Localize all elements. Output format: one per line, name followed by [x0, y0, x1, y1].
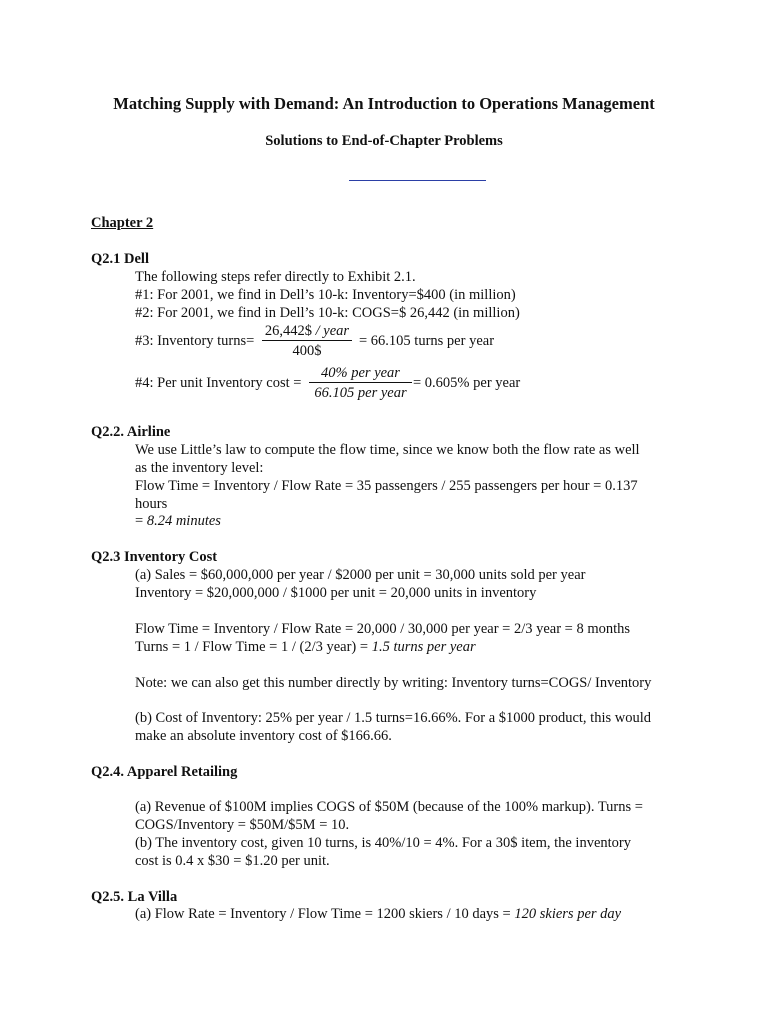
q21-step3-num-unit: / year — [315, 323, 350, 339]
q22-line5-prefix: = — [135, 513, 147, 529]
q24-heading: Q2.4. Apparel Retailing — [91, 764, 238, 780]
q23-line2: Inventory = $20,000,000 / $1000 per unit = 20,000 units in inventory — [135, 585, 537, 601]
q21-step3-prefix: #3: Inventory turns= — [135, 333, 255, 349]
q21-step3-numerator — [262, 323, 352, 341]
chapter-heading: Chapter 2 — [91, 215, 154, 231]
q21-step4-prefix: #4: Per unit Inventory cost = — [135, 375, 302, 391]
q21-step4-fraction — [309, 365, 412, 402]
q23-line4 — [135, 639, 476, 656]
q21-step3-result: = 66.105 turns per year — [359, 333, 495, 349]
q23-line4-prefix: Turns = 1 / Flow Time = 1 / (2/3 year) = — [135, 639, 372, 655]
q25-line1-answer: 120 skiers per day — [514, 906, 622, 922]
q23-line7: make an absolute inventory cost of $166.66. — [135, 728, 392, 744]
q22-line1: We use Little’s law to compute the flow time, since we know both the flow rate as well — [135, 442, 640, 458]
q23-line3: Flow Time = Inventory / Flow Rate = 20,000 / 30,000 per year = 2/3 year = 8 months — [135, 621, 631, 637]
q22-line5 — [135, 513, 221, 530]
q21-step4-result: = 0.605% per year — [413, 375, 521, 391]
q21-step3-denominator: 400$ — [292, 343, 322, 359]
q24-line2: COGS/Inventory = $50M/$5M = 10. — [135, 817, 350, 833]
q21-step4-numerator: 40% per year — [309, 365, 412, 383]
document-title: Matching Supply with Demand: An Introduction to Operations Management — [113, 94, 655, 113]
q22-line3: Flow Time = Inventory / Flow Rate = 35 passengers / 255 passengers per hour = 0.137 — [135, 478, 638, 494]
q21-line3: #2: For 2001, we find in Dell’s 10-k: COGS=$ 26,442 (in million) — [135, 305, 520, 321]
q21-step3-fraction — [262, 323, 352, 360]
q23-line1: (a) Sales = $60,000,000 per year / $2000 per unit = 30,000 units sold per year — [135, 567, 586, 583]
q22-line2: as the inventory level: — [135, 460, 264, 476]
q24-line4: cost is 0.4 x $30 = $1.20 per unit. — [135, 853, 330, 869]
q24-line3: (b) The inventory cost, given 10 turns, is 40%/10 = 4%. For a 30$ item, the inventory — [135, 835, 632, 851]
q21-step3-num-value: 26,442$ — [264, 323, 313, 339]
q23-line6: (b) Cost of Inventory: 25% per year / 1.5 turns=16.66%. For a $1000 product, this would — [135, 710, 652, 726]
q25-line1-prefix: (a) Flow Rate = Inventory / Flow Time = 1200 skiers / 10 days = — [135, 906, 515, 922]
q23-line4-answer: 1.5 turns per year — [371, 639, 476, 655]
document-subtitle: Solutions to End-of-Chapter Problems — [265, 133, 503, 149]
q25-heading: Q2.5. La Villa — [91, 889, 178, 905]
q21-line1: The following steps refer directly to Exhibit 2.1. — [135, 269, 416, 285]
q25-line1 — [135, 906, 621, 923]
q21-line2: #1: For 2001, we find in Dell’s 10-k: Inventory=$400 (in million) — [135, 287, 516, 303]
q23-line5: Note: we can also get this number directly by writing: Inventory turns=COGS/ Inventory — [135, 675, 652, 691]
q22-heading: Q2.2. Airline — [91, 424, 171, 440]
q24-line1: (a) Revenue of $100M implies COGS of $50M (because of the 100% markup). Turns = — [135, 799, 643, 815]
q22-line5-answer: 8.24 minutes — [146, 513, 221, 529]
q22-line4: hours — [135, 496, 168, 512]
title-divider — [349, 180, 486, 181]
q21-heading: Q2.1 Dell — [91, 251, 149, 267]
q21-step4-denominator: 66.105 per year — [314, 385, 407, 401]
q23-heading: Q2.3 Inventory Cost — [91, 549, 218, 565]
